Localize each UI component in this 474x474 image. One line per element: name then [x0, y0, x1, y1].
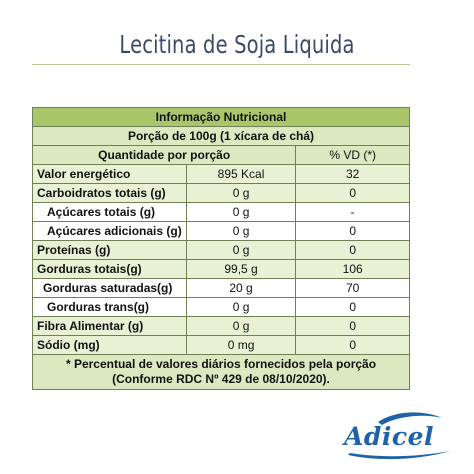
row-vd: -: [296, 203, 410, 222]
title-divider: [32, 64, 410, 65]
table-row: [33, 184, 410, 203]
row-label: Proteínas (g): [33, 241, 187, 260]
row-label: Gorduras totais(g): [33, 260, 187, 279]
row-value: 895 Kcal: [186, 165, 296, 184]
row-value: 0 g: [186, 222, 296, 241]
row-value: 0 g: [186, 317, 296, 336]
table-row: [33, 260, 410, 279]
row-label: Valor energético: [33, 165, 187, 184]
adicel-logo: [338, 408, 456, 462]
row-value: 0 g: [186, 241, 296, 260]
quantity-header: Quantidade por porção: [33, 146, 296, 165]
row-vd: 70: [296, 279, 410, 298]
table-row: [33, 298, 410, 317]
table-row: [33, 165, 410, 184]
table-row: [33, 203, 410, 222]
table-row: [33, 222, 410, 241]
table-header-row: [33, 108, 410, 127]
table-row: [33, 317, 410, 336]
row-label: Fibra Alimentar (g): [33, 317, 187, 336]
row-vd: 0: [296, 336, 410, 355]
row-vd: 0: [296, 222, 410, 241]
row-value: 0 g: [186, 298, 296, 317]
portion-text: Porção de 100g (1 xícara de chá): [33, 127, 410, 146]
footnote-line-2: (Conforme RDC Nº 429 de 08/10/2020).: [112, 372, 330, 386]
row-vd: 0: [296, 298, 410, 317]
page-title: Lecitina de Soja Liquida: [119, 30, 355, 59]
row-value: 0 g: [186, 203, 296, 222]
row-vd: 106: [296, 260, 410, 279]
row-value: 0 g: [186, 184, 296, 203]
row-label: Gorduras saturadas(g): [33, 279, 187, 298]
table-header: Informação Nutricional: [33, 108, 410, 127]
portion-row: [33, 127, 410, 146]
row-value: 99,5 g: [186, 260, 296, 279]
row-label: Gorduras trans(g): [33, 298, 187, 317]
row-vd: 0: [296, 184, 410, 203]
table-row: [33, 279, 410, 298]
row-label: Sódio (mg): [33, 336, 187, 355]
row-vd: 0: [296, 317, 410, 336]
nutrition-table: [32, 107, 410, 390]
vd-header: % VD (*): [296, 146, 410, 165]
row-value: 0 mg: [186, 336, 296, 355]
logo-text: Adicel: [344, 422, 434, 451]
column-header-row: [33, 146, 410, 165]
row-label: Açúcares totais (g): [33, 203, 187, 222]
footnote-line-1: * Percentual de valores diários fornecidos pela porção: [65, 357, 377, 371]
table-row: [33, 336, 410, 355]
row-vd: 0: [296, 241, 410, 260]
footnote-row: [33, 355, 410, 390]
row-value: 20 g: [186, 279, 296, 298]
row-vd: 32: [296, 165, 410, 184]
row-label: Açúcares adicionais (g): [33, 222, 187, 241]
table-row: [33, 241, 410, 260]
row-label: Carboidratos totais (g): [33, 184, 187, 203]
footnote: [33, 355, 410, 390]
